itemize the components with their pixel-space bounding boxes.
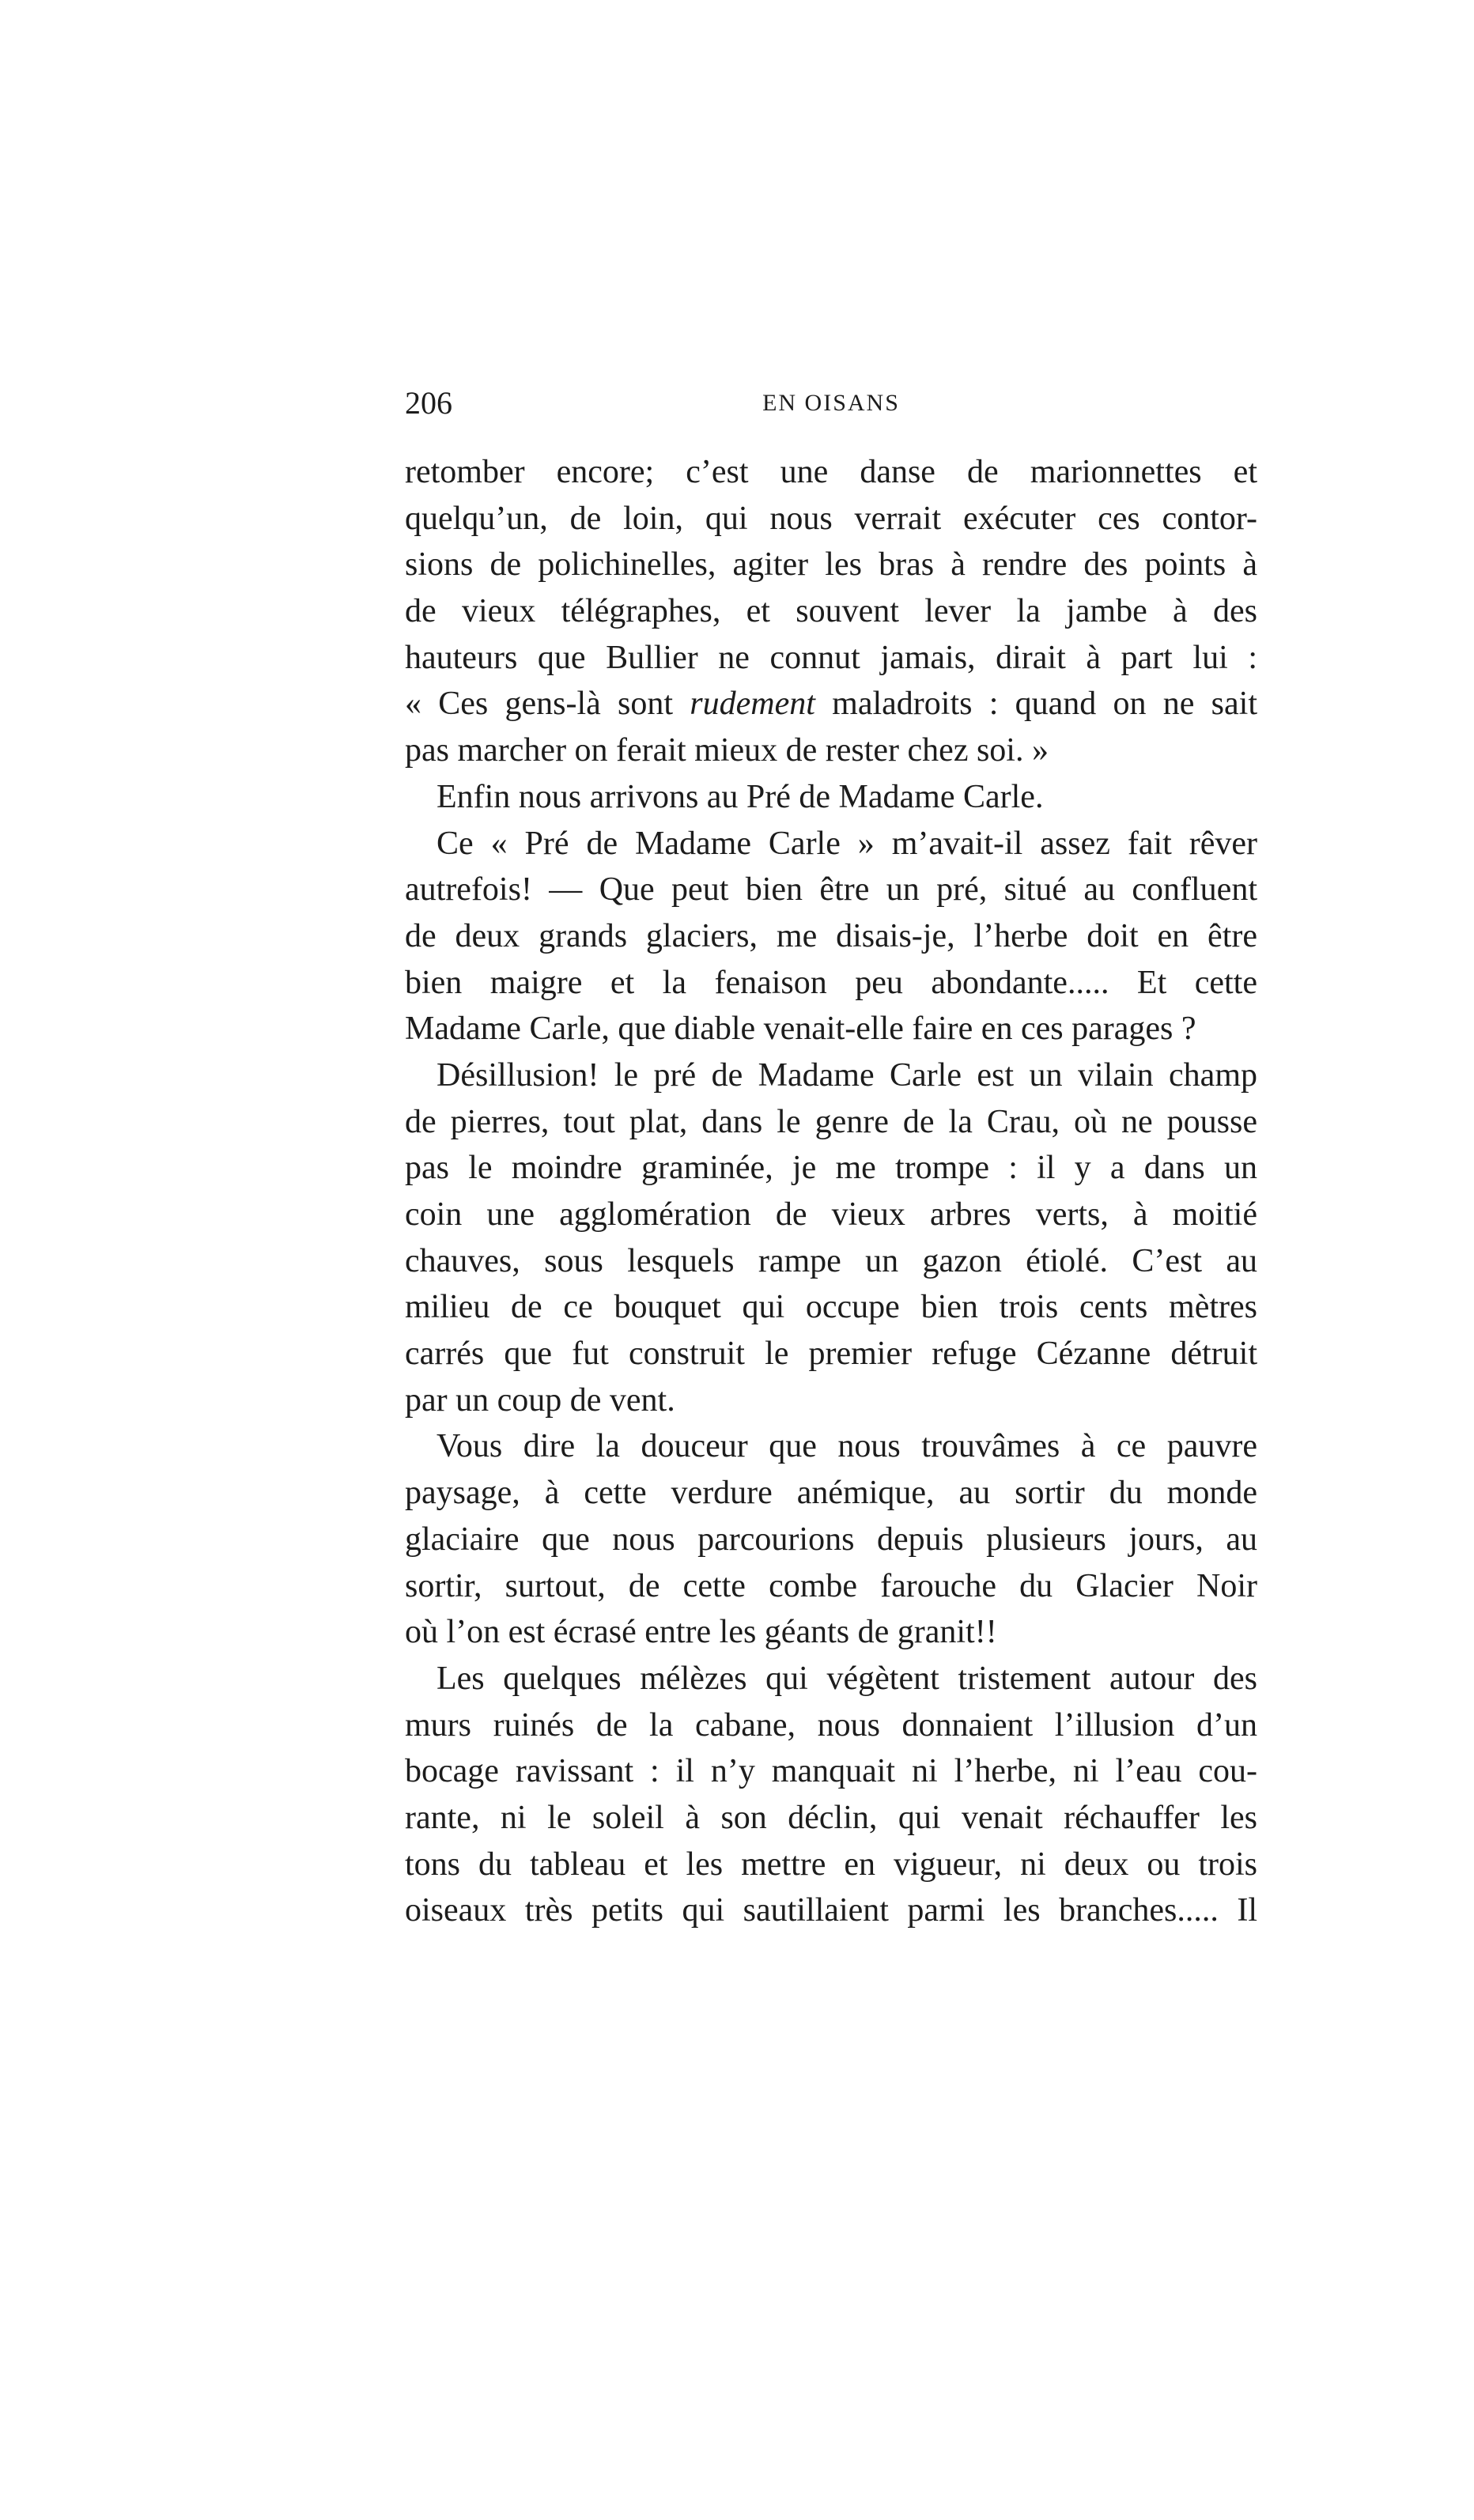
text-line: de pierres, tout plat, dans le genre de la Crau, où ne pousse	[405, 1103, 1257, 1140]
text-line: retomber encore; c’est une danse de marionnettes et	[405, 454, 1257, 490]
text-line: de deux grands glaciers, me disais-je, l’herbe doit en être	[405, 917, 1257, 954]
text-line: glaciaire que nous parcourions depuis plusieurs jours, au	[405, 1521, 1257, 1558]
text-line: bien maigre et la fenaison peu abondante..... Et cette	[405, 964, 1257, 1001]
text-line: carrés que fut construit le premier refuge Cézanne détruit	[405, 1336, 1257, 1373]
text-line: Vous dire la douceur que nous trouvâmes à ce pauvre	[437, 1428, 1257, 1465]
body-text	[405, 449, 1257, 1934]
text-line: Désillusion! le pré de Madame Carle est un vilain champ	[437, 1056, 1257, 1094]
text-line: sortir, surtout, de cette combe farouche du Glacier Noir	[405, 1567, 1257, 1604]
text-line: hauteurs que Bullier ne connut jamais, dirait à part lui :	[405, 639, 1257, 676]
text-line: de vieux télégraphes, et souvent lever la jambe à des	[405, 593, 1257, 630]
text-line: Les quelques mélèzes qui végètent tristement autour des	[437, 1660, 1257, 1697]
text-line: Enfin nous arrivons au Pré de Madame Carle.	[437, 778, 1044, 815]
text-line: rante, ni le soleil à son déclin, qui venait réchauffer les	[405, 1799, 1257, 1836]
page-number: 206	[405, 385, 452, 421]
text-line: oiseaux très petits qui sautillaient parmi les branches..... Il	[405, 1892, 1257, 1929]
text-line: sions de polichinelles, agiter les bras à rendre des points à	[405, 546, 1257, 584]
text-line: pas marcher on ferait mieux de rester chez soi. »	[405, 732, 1049, 769]
text-line: pas le moindre graminée, je me trompe : il y a dans un	[405, 1150, 1257, 1187]
text-segment: maladroits : quand on ne sait	[814, 686, 1257, 723]
text-line	[405, 681, 1257, 727]
text-line: coin une agglomération de vieux arbres verts, à moitié	[405, 1196, 1257, 1233]
text-line: quelqu’un, de loin, qui nous verrait exécuter ces contor-	[405, 500, 1257, 537]
text-line: tons du tableau et les mettre en vigueur, ni deux ou trois	[405, 1846, 1257, 1883]
text-line: où l’on est écrasé entre les géants de granit!!	[405, 1614, 997, 1651]
text-line: Madame Carle, que diable venait-elle faire en ces parages ?	[405, 1011, 1196, 1048]
text-line: bocage ravissant : il n’y manquait ni l’herbe, ni l’eau cou-	[405, 1753, 1257, 1790]
text-line: chauves, sous lesquels rampe un gazon étiolé. C’est au	[405, 1242, 1257, 1279]
text-line: par un coup de vent.	[405, 1381, 675, 1419]
text-line: murs ruinés de la cabane, nous donnaient l’illusion d’un	[405, 1706, 1257, 1744]
text-line: paysage, à cette verdure anémique, au sortir du monde	[405, 1475, 1257, 1512]
text-segment: « Ces gens-là sont	[405, 686, 690, 723]
running-head	[405, 380, 1257, 427]
text-line: autrefois! — Que peut bien être un pré, situé au confluent	[405, 871, 1257, 909]
emphasized-word: rudement	[690, 686, 815, 723]
text-line: milieu de ce bouquet qui occupe bien trois cents mètres	[405, 1289, 1257, 1326]
running-title: EN OISANS	[762, 390, 900, 416]
text-line: Ce « Pré de Madame Carle » m’avait-il assez fait rêver	[437, 825, 1257, 862]
